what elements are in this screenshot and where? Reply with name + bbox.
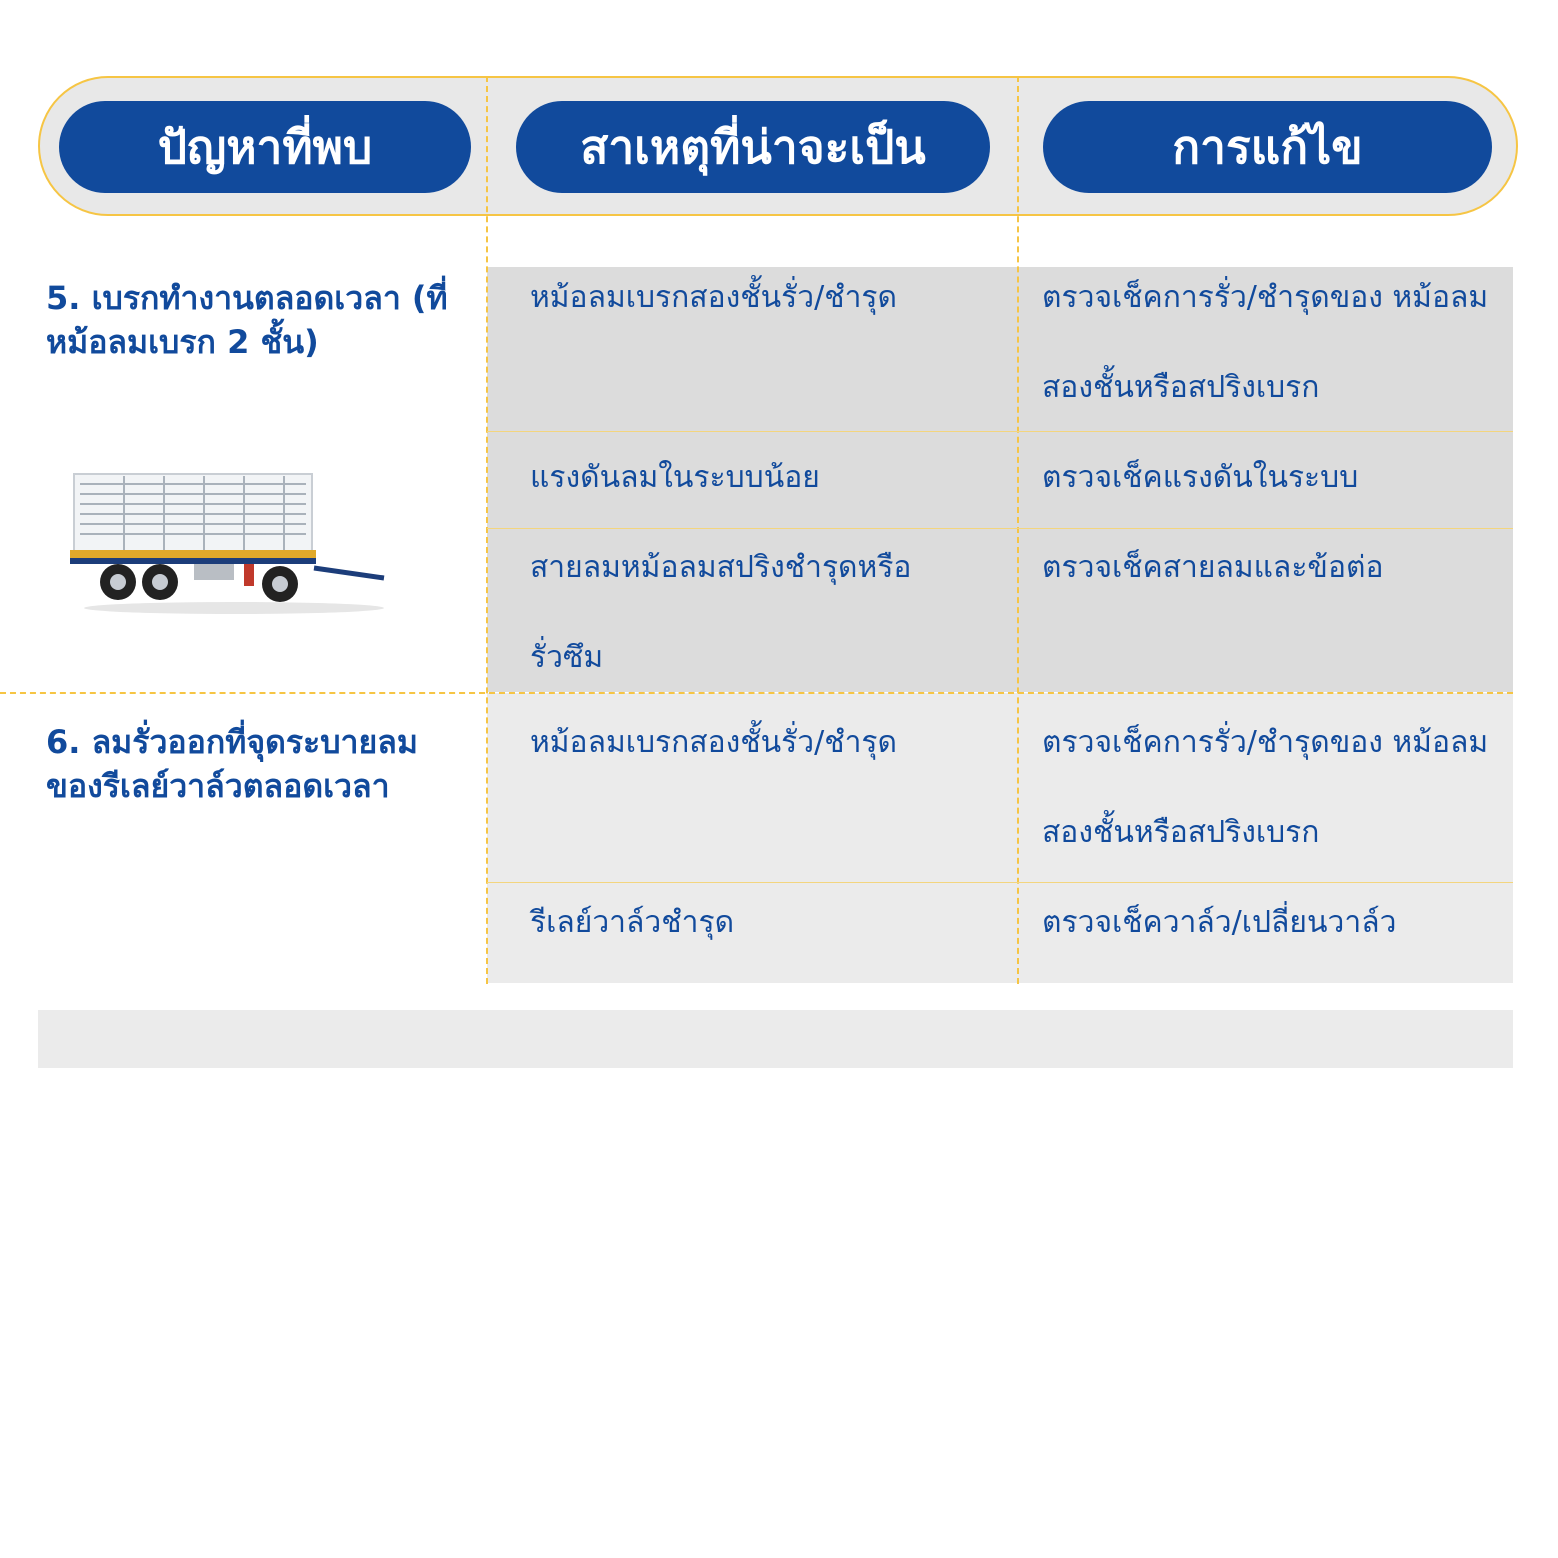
column-divider xyxy=(1017,76,1019,984)
cause-6-2: รีเลย์วาล์วชำรุด xyxy=(530,905,735,940)
problem-5: 5. เบรกทำงานตลอดเวลา (ที่หม้อลมเบรก 2 ชั้น) xyxy=(46,279,448,361)
cause-5-3: สายลมหม้อลมสปริงชำรุดหรือ รั่วซึม xyxy=(530,550,912,675)
column-divider xyxy=(486,76,488,984)
header-cause xyxy=(516,101,990,193)
fix-5-2: ตรวจเช็คแรงดันในระบบ xyxy=(1042,460,1359,495)
fix-5-3: ตรวจเช็คสายลมและข้อต่อ xyxy=(1042,550,1384,585)
problem-6: 6. ลมรั่วออกที่จุดระบายลม ของรีเลย์วาล์วตลอดเวลา xyxy=(46,723,418,805)
header-problem-label: ปัญหาที่พบ xyxy=(157,119,373,174)
fix-6-1: ตรวจเช็คการรั่ว/ชำรุดของ หม้อลมสองชั้นหรือสปริงเบรก xyxy=(1042,725,1489,850)
header-problem xyxy=(59,101,471,193)
fix-6-2: ตรวจเช็ควาล์ว/เปลี่ยนวาล์ว xyxy=(1042,905,1397,940)
cause-5-1: หม้อลมเบรกสองชั้นรั่ว/ชำรุด xyxy=(530,280,898,315)
header-fix-label: การแก้ไข xyxy=(1172,119,1363,174)
cause-5-2: แรงดันลมในระบบน้อย xyxy=(530,460,820,495)
fix-5-1: ตรวจเช็คการรั่ว/ชำรุดของ หม้อลมสองชั้นหรือสปริงเบรก xyxy=(1042,280,1489,405)
trailer-truck-image xyxy=(64,468,394,618)
cause-6-1: หม้อลมเบรกสองชั้นรั่ว/ชำรุด xyxy=(530,725,898,760)
footer-bar xyxy=(38,1010,1513,1068)
header-fix xyxy=(1043,101,1492,193)
header-cause-label: สาเหตุที่น่าจะเป็น xyxy=(580,119,926,174)
